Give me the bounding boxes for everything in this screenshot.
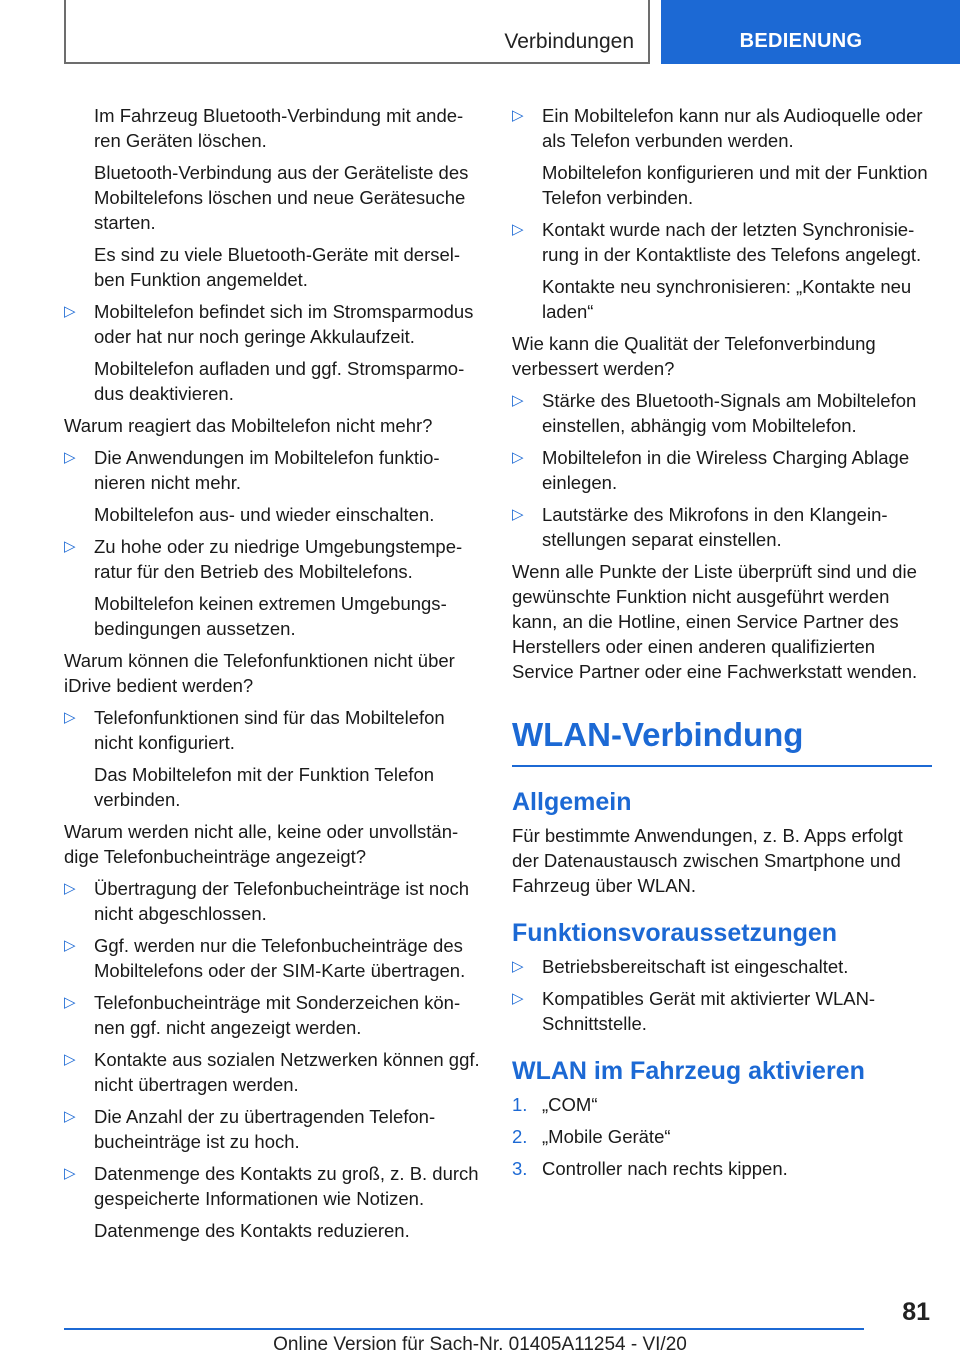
sub-text: Datenmenge des Kontakts reduzieren. bbox=[94, 1220, 410, 1241]
bullet-item bbox=[64, 1047, 482, 1097]
bullet-triangle-icon: ▷ bbox=[512, 506, 524, 523]
step-number: 1. bbox=[512, 1094, 528, 1115]
sub-text: Es sind zu viele Bluetooth-Geräte mit derselben Funktion angemeldet. bbox=[94, 244, 461, 290]
item-text: Telefonbucheinträge mit Sonderzeichen können ggf. nicht angezeigt werden. bbox=[94, 992, 461, 1038]
bullet-item bbox=[512, 986, 932, 1036]
bullet-item bbox=[64, 933, 482, 983]
bullet-triangle-icon: ▷ bbox=[64, 1165, 76, 1182]
sub-text: Bluetooth-Verbindung aus der Geräteliste des Mobiltelefons löschen und neue Gerätesuche starten. bbox=[94, 162, 469, 233]
bullet-item bbox=[64, 990, 482, 1040]
item-text: Controller nach rechts kippen. bbox=[542, 1158, 788, 1179]
sub-text: Das Mobiltelefon mit der Funktion Telefon verbinden. bbox=[94, 764, 435, 810]
bullet-item bbox=[512, 388, 932, 438]
header-chapter-label: BEDIENUNG bbox=[739, 30, 863, 52]
item-text: Kontakt wurde nach der letzten Synchronisierung in der Kontaktliste des Telefons angelegt. bbox=[542, 219, 922, 265]
header-section-box bbox=[64, 0, 650, 64]
bullet-triangle-icon: ▷ bbox=[512, 958, 524, 975]
footer-rule bbox=[64, 1328, 864, 1330]
paragraph: Für bestimmte Anwendungen, z. B. Apps erfolgt der Datenaustausch zwischen Smartphone und Fahrzeug über WLAN. bbox=[512, 825, 903, 896]
numbered-step bbox=[512, 1156, 932, 1181]
paragraph: Warum reagiert das Mobiltelefon nicht mehr? bbox=[64, 415, 433, 436]
bullet-item bbox=[64, 1104, 482, 1154]
bullet-item bbox=[64, 299, 482, 349]
page-number: 81 bbox=[902, 1298, 930, 1326]
bullet-item bbox=[64, 445, 482, 495]
step-number: 3. bbox=[512, 1158, 528, 1179]
bullet-triangle-icon: ▷ bbox=[512, 449, 524, 466]
item-text: Die Anwendungen im Mobiltelefon funktionieren nicht mehr. bbox=[94, 447, 440, 493]
sub-text: Mobiltelefon konfigurieren und mit der Funktion Telefon verbinden. bbox=[542, 162, 928, 208]
bullet-triangle-icon: ▷ bbox=[64, 937, 76, 954]
bullet-item bbox=[64, 876, 482, 926]
bullet-triangle-icon: ▷ bbox=[64, 1051, 76, 1068]
bullet-triangle-icon: ▷ bbox=[512, 221, 524, 238]
sub-text: Mobiltelefon keinen extremen Umgebungsbedingungen aussetzen. bbox=[94, 593, 447, 639]
item-text: Betriebsbereitschaft ist eingeschaltet. bbox=[542, 956, 849, 977]
sub-text: Mobiltelefon aufladen und ggf. Stromsparmodus deaktivieren. bbox=[94, 358, 465, 404]
bullet-triangle-icon: ▷ bbox=[512, 990, 524, 1007]
numbered-step bbox=[512, 1124, 932, 1149]
bullet-triangle-icon: ▷ bbox=[64, 994, 76, 1011]
item-text: Mobiltelefon befindet sich im Stromsparmodus oder hat nur noch geringe Akkulaufzeit. bbox=[94, 301, 474, 347]
item-text: Übertragung der Telefonbucheinträge ist noch nicht abgeschlossen. bbox=[94, 878, 470, 924]
step-number: 2. bbox=[512, 1126, 528, 1147]
section-heading: WLAN-Verbindung bbox=[512, 715, 932, 767]
sub-text: Kontakte neu synchronisieren: „Kontakte neu laden“ bbox=[542, 276, 912, 322]
item-text: Kompatibles Gerät mit aktivierter WLAN-Schnittstelle. bbox=[542, 988, 876, 1034]
bullet-triangle-icon: ▷ bbox=[512, 392, 524, 409]
paragraph: Wie kann die Qualität der Telefonverbindung verbessert werden? bbox=[512, 333, 876, 379]
bullet-item bbox=[64, 534, 482, 584]
sub-text: Mobiltelefon aus- und wieder einschalten. bbox=[94, 504, 435, 525]
bullet-triangle-icon: ▷ bbox=[64, 449, 76, 466]
bullet-triangle-icon: ▷ bbox=[64, 1108, 76, 1125]
header-section-title: Verbindungen bbox=[504, 30, 634, 53]
bullet-item bbox=[64, 1161, 482, 1211]
bullet-item bbox=[64, 705, 482, 755]
bullet-triangle-icon: ▷ bbox=[64, 880, 76, 897]
item-text: Zu hohe oder zu niedrige Umgebungstemperatur für den Betrieb des Mobiltelefons. bbox=[94, 536, 463, 582]
item-text: Datenmenge des Kontakts zu groß, z. B. durch gespeicherte Informationen wie Notizen. bbox=[94, 1163, 479, 1209]
subsection-heading: WLAN im Fahrzeug aktivieren bbox=[512, 1057, 865, 1085]
item-text: Lautstärke des Mikrofons in den Klangeinstellungen separat einstellen. bbox=[542, 504, 888, 550]
item-text: Ggf. werden nur die Telefonbucheinträge des Mobiltelefons oder der SIM-Karte übertragen. bbox=[94, 935, 466, 981]
bullet-item bbox=[512, 445, 932, 495]
subsection-heading: Funktionsvoraussetzungen bbox=[512, 919, 838, 947]
numbered-step bbox=[512, 1092, 932, 1117]
item-text: Ein Mobiltelefon kann nur als Audioquelle oder als Telefon verbunden werden. bbox=[542, 105, 923, 151]
left-column bbox=[64, 103, 482, 1250]
bullet-item bbox=[512, 217, 932, 267]
sub-text: Im Fahrzeug Bluetooth-Verbindung mit anderen Geräten löschen. bbox=[94, 105, 464, 151]
item-text: Mobiltelefon in die Wireless Charging Ablage einlegen. bbox=[542, 447, 910, 493]
paragraph: Warum werden nicht alle, keine oder unvollständige Telefonbucheinträge angezeigt? bbox=[64, 821, 459, 867]
item-text: Stärke des Bluetooth-Signals am Mobiltelefon einstellen, abhängig vom Mobiltelefon. bbox=[542, 390, 917, 436]
bullet-triangle-icon: ▷ bbox=[512, 107, 524, 124]
bullet-item bbox=[512, 954, 932, 979]
paragraph: Wenn alle Punkte der Liste überprüft sind und die gewünschte Funktion nicht ausgeführt werden kann, an die Hotline, einen Service Partner des Herstellers oder einen anderen qualifizierten Service Partner oder eine Fachwerkstatt wenden. bbox=[512, 561, 918, 682]
bullet-triangle-icon: ▷ bbox=[64, 303, 76, 320]
item-text: „COM“ bbox=[542, 1094, 598, 1115]
bullet-triangle-icon: ▷ bbox=[64, 709, 76, 726]
item-text: Telefonfunktionen sind für das Mobiltelefon nicht konfiguriert. bbox=[94, 707, 445, 753]
item-text: Die Anzahl der zu übertragenden Telefonbucheinträge ist zu hoch. bbox=[94, 1106, 436, 1152]
paragraph: Warum können die Telefonfunktionen nicht über iDrive bedient werden? bbox=[64, 650, 455, 696]
footer-text: Online Version für Sach-Nr. 01405A11254 - VI/20 bbox=[273, 1334, 687, 1355]
bullet-item bbox=[512, 502, 932, 552]
bullet-triangle-icon: ▷ bbox=[64, 538, 76, 555]
item-text: Kontakte aus sozialen Netzwerken können ggf. nicht übertragen werden. bbox=[94, 1049, 480, 1095]
right-column bbox=[512, 103, 932, 1188]
header-chapter-tab bbox=[661, 0, 960, 64]
subsection-heading: Allgemein bbox=[512, 788, 632, 816]
bullet-item bbox=[512, 103, 932, 153]
item-text: „Mobile Geräte“ bbox=[542, 1126, 671, 1147]
